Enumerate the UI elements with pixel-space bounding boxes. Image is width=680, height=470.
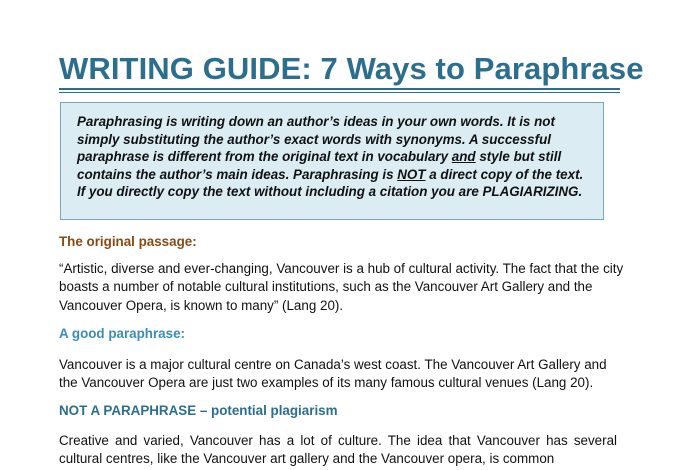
definition-text — [77, 113, 591, 201]
title-underline-thick — [59, 88, 620, 90]
definition-part-3: a direct copy of the text. If you directly copy the text without including a citation you are PLAGIARIZING. — [77, 166, 584, 200]
title-underline-thin — [59, 92, 620, 93]
page-title: WRITING GUIDE: 7 Ways to Paraphrase — [59, 51, 644, 86]
good-paraphrase-heading: A good paraphrase: — [59, 326, 185, 341]
good-paraphrase-text: Vancouver is a major cultural centre on Canada’s west coast. The Vancouver Art Gallery and the Vancouver Opera are just two examples of its many famous cultural venues (Lang 20). — [59, 357, 607, 391]
original-passage-heading: The original passage: — [59, 234, 197, 249]
not-paraphrase-text: Creative and varied, Vancouver has a lot of culture. The idea that Vancouver has several cultural centres, like the Vancouver art gallery and the Vancouver opera, is common — [59, 433, 617, 467]
underlined-not: NOT — [397, 166, 426, 182]
definition-box — [60, 102, 604, 220]
definition-part-2: style but still contains the author’s main ideas. Paraphrasing is — [77, 149, 562, 182]
underlined-and: and — [451, 149, 476, 165]
original-passage-text: “Artistic, diverse and ever-changing, Vancouver is a hub of cultural activity. The fact that the city boasts a number of notable cultural institutions, such as the Vancouver Art Gallery and the Vancouver Opera, is known to many” (Lang 20). — [59, 261, 624, 313]
not-paraphrase-heading: NOT A PARAPHRASE – potential plagiarism — [59, 403, 338, 418]
definition-part-1: Paraphrasing is writing down an author’s ideas in your own words. It is not simply substituting the author’s exact words with synonyms. A successful paraphrase is different from the original text in vocabulary — [77, 114, 555, 165]
